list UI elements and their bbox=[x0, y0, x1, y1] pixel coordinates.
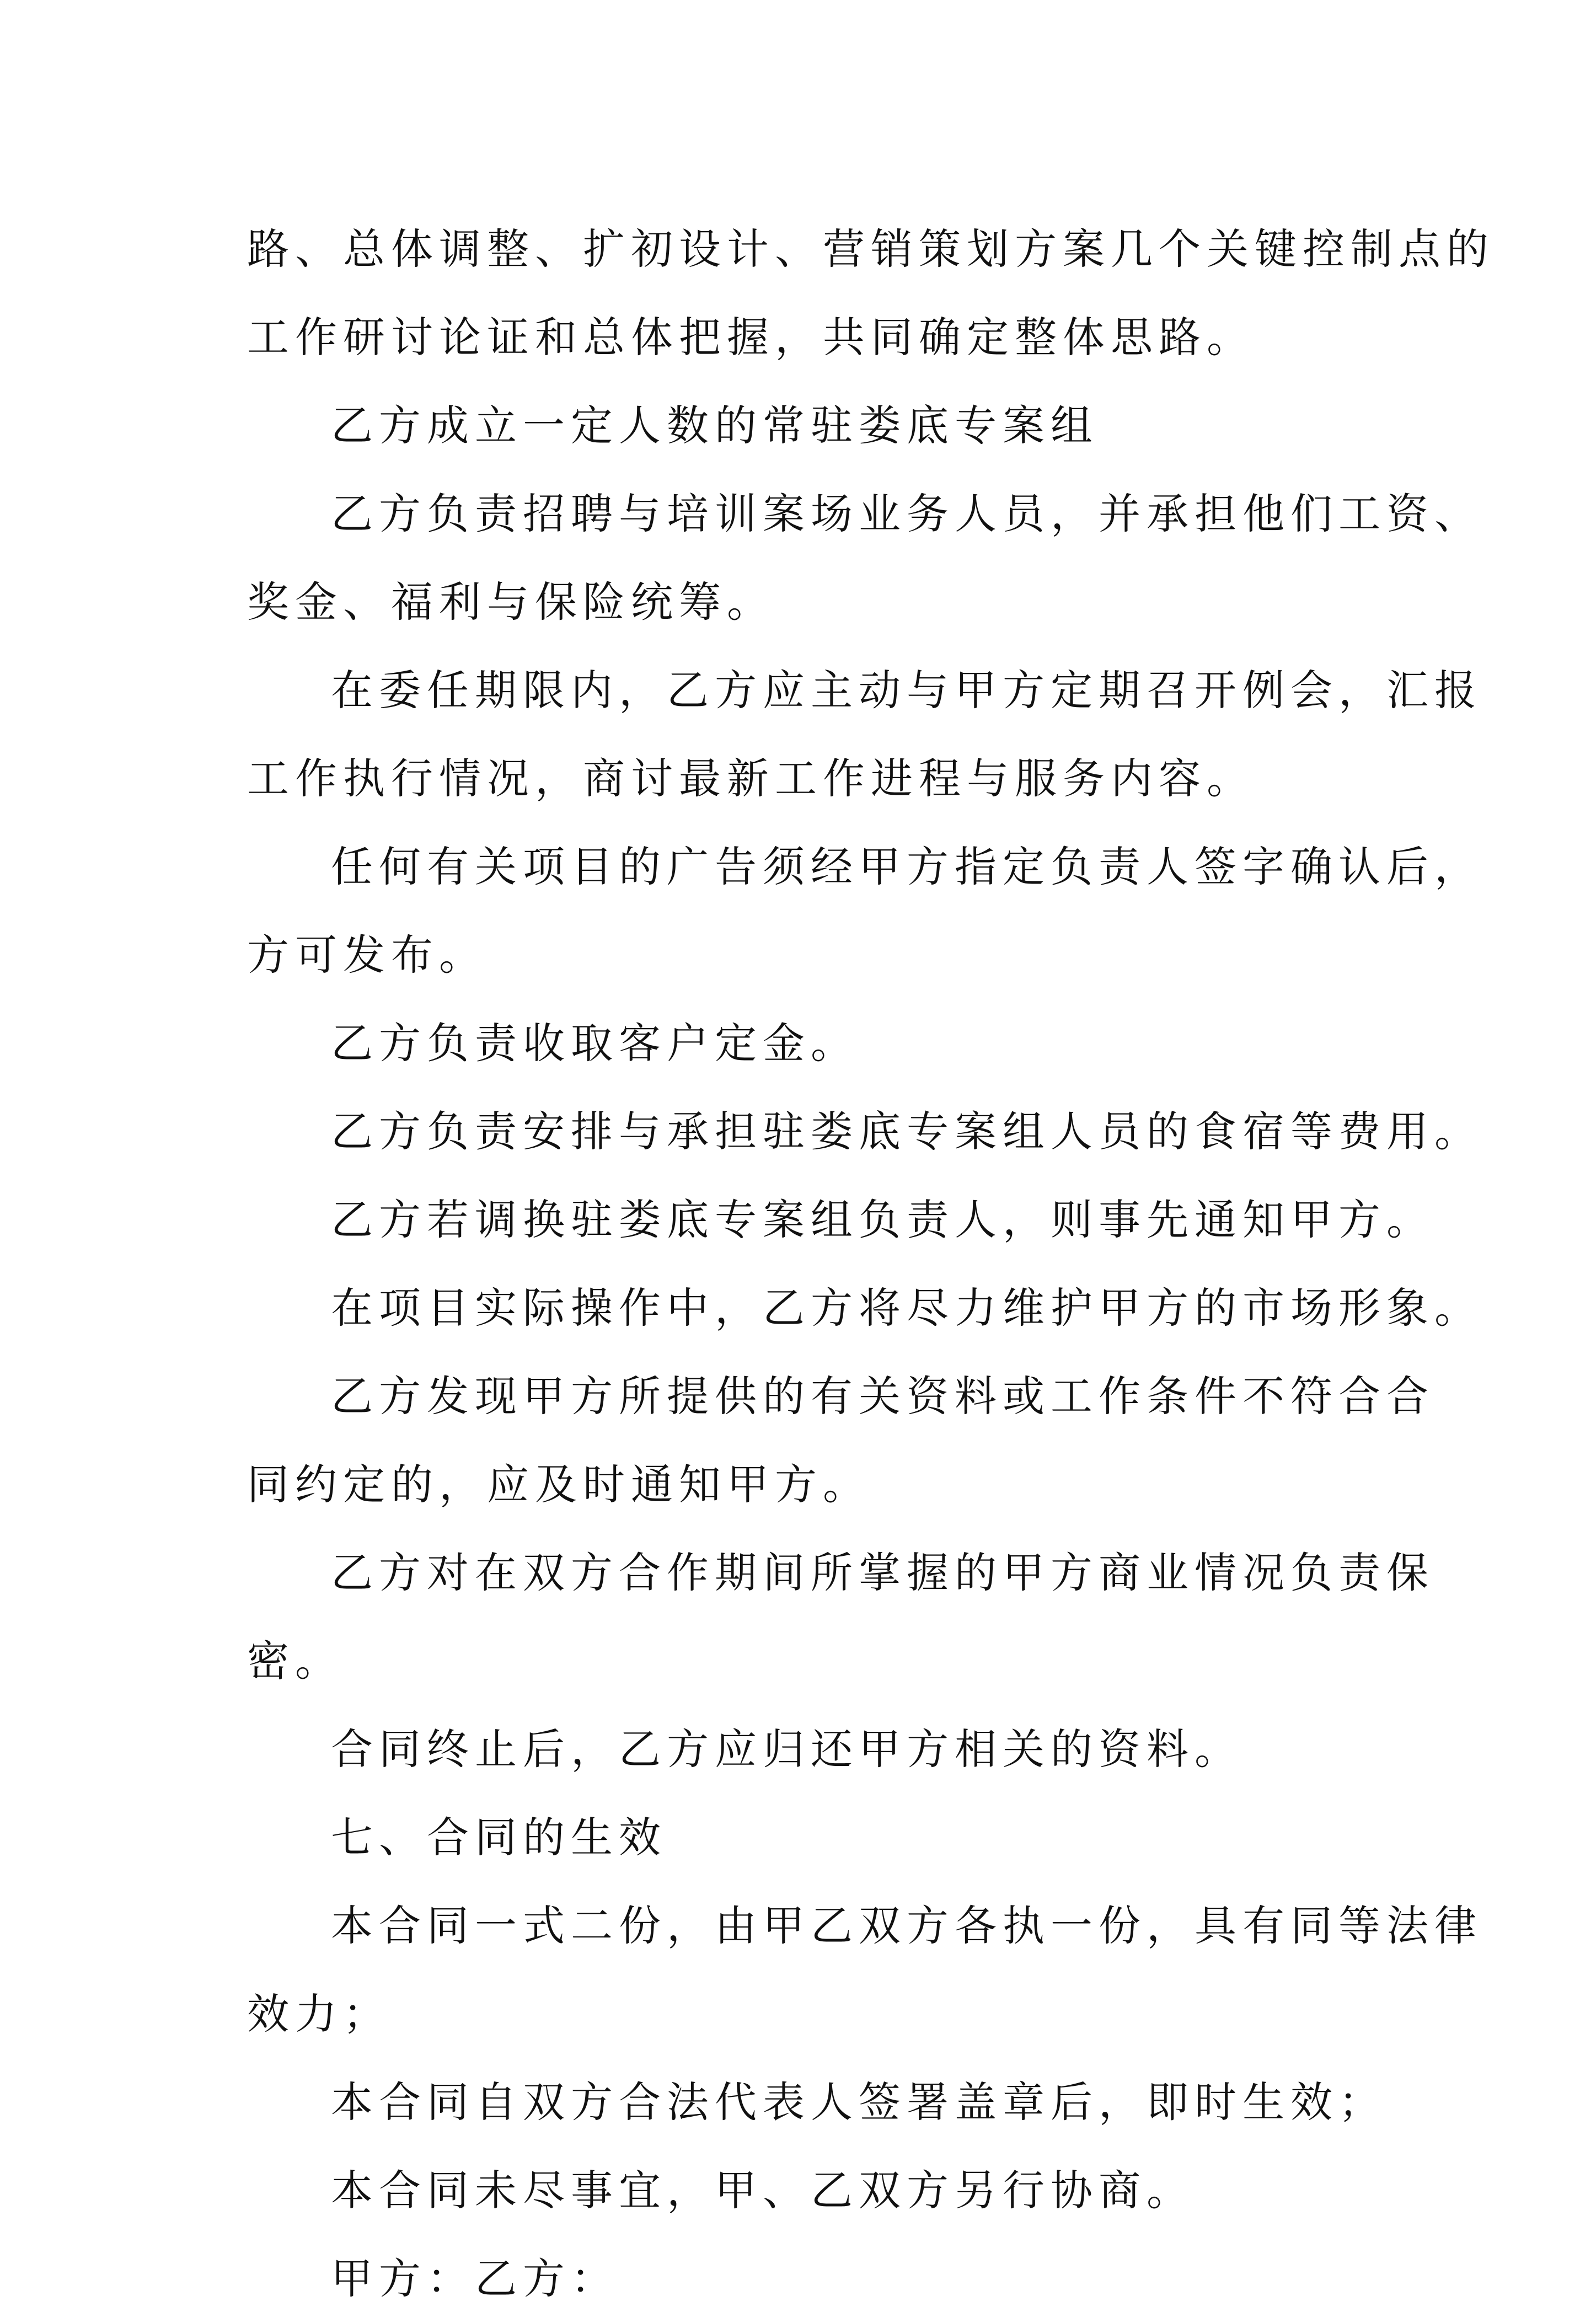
signature-line: 甲方：乙方： bbox=[331, 2254, 619, 2303]
text-line: 密。 bbox=[247, 1636, 343, 1685]
text-line: 奖金、福利与保险统筹。 bbox=[247, 577, 775, 627]
text-line: 本合同自双方合法代表人签署盖章后，即时生效； bbox=[331, 2078, 1386, 2127]
text-line: 在委任期限内，乙方应主动与甲方定期召开例会，汇报 bbox=[331, 666, 1482, 715]
text-line: 合同终止后，乙方应归还甲方相关的资料。 bbox=[331, 1725, 1242, 1774]
text-line: 乙方负责招聘与培训案场业务人员，并承担他们工资、 bbox=[331, 489, 1482, 538]
text-line: 本合同一式二份，由甲乙双方各执一份，具有同等法律 bbox=[331, 1901, 1482, 1950]
text-line: 工作执行情况，商讨最新工作进程与服务内容。 bbox=[247, 754, 1255, 803]
document-body bbox=[247, 205, 1495, 2323]
text-line: 本合同未尽事宜，甲、乙双方另行协商。 bbox=[331, 2166, 1195, 2215]
text-line: 乙方成立一定人数的常驻娄底专案组 bbox=[331, 401, 1099, 450]
text-line: 效力； bbox=[247, 1989, 391, 2038]
text-line: 乙方负责收取客户定金。 bbox=[331, 1019, 859, 1068]
text-line: 方可发布。 bbox=[247, 930, 487, 979]
text-line: 同约定的，应及时通知甲方。 bbox=[247, 1460, 871, 1509]
text-line: 乙方若调换驻娄底专案组负责人，则事先通知甲方。 bbox=[331, 1195, 1434, 1244]
text-line: 乙方负责安排与承担驻娄底专案组人员的食宿等费用。 bbox=[331, 1107, 1482, 1156]
text-line: 路、总体调整、扩初设计、营销策划方案几个关键控制点的 bbox=[247, 224, 1495, 274]
section-heading: 七、合同的生效 bbox=[331, 1813, 667, 1862]
text-line: 工作研讨论证和总体把握，共同确定整体思路。 bbox=[247, 313, 1255, 362]
text-line: 在项目实际操作中，乙方将尽力维护甲方的市场形象。 bbox=[331, 1283, 1482, 1332]
text-line: 任何有关项目的广告须经甲方指定负责人签字确认后， bbox=[331, 842, 1482, 891]
text-line: 乙方发现甲方所提供的有关资料或工作条件不符合合 bbox=[331, 1372, 1434, 1421]
text-line: 乙方对在双方合作期间所掌握的甲方商业情况负责保 bbox=[331, 1548, 1434, 1597]
